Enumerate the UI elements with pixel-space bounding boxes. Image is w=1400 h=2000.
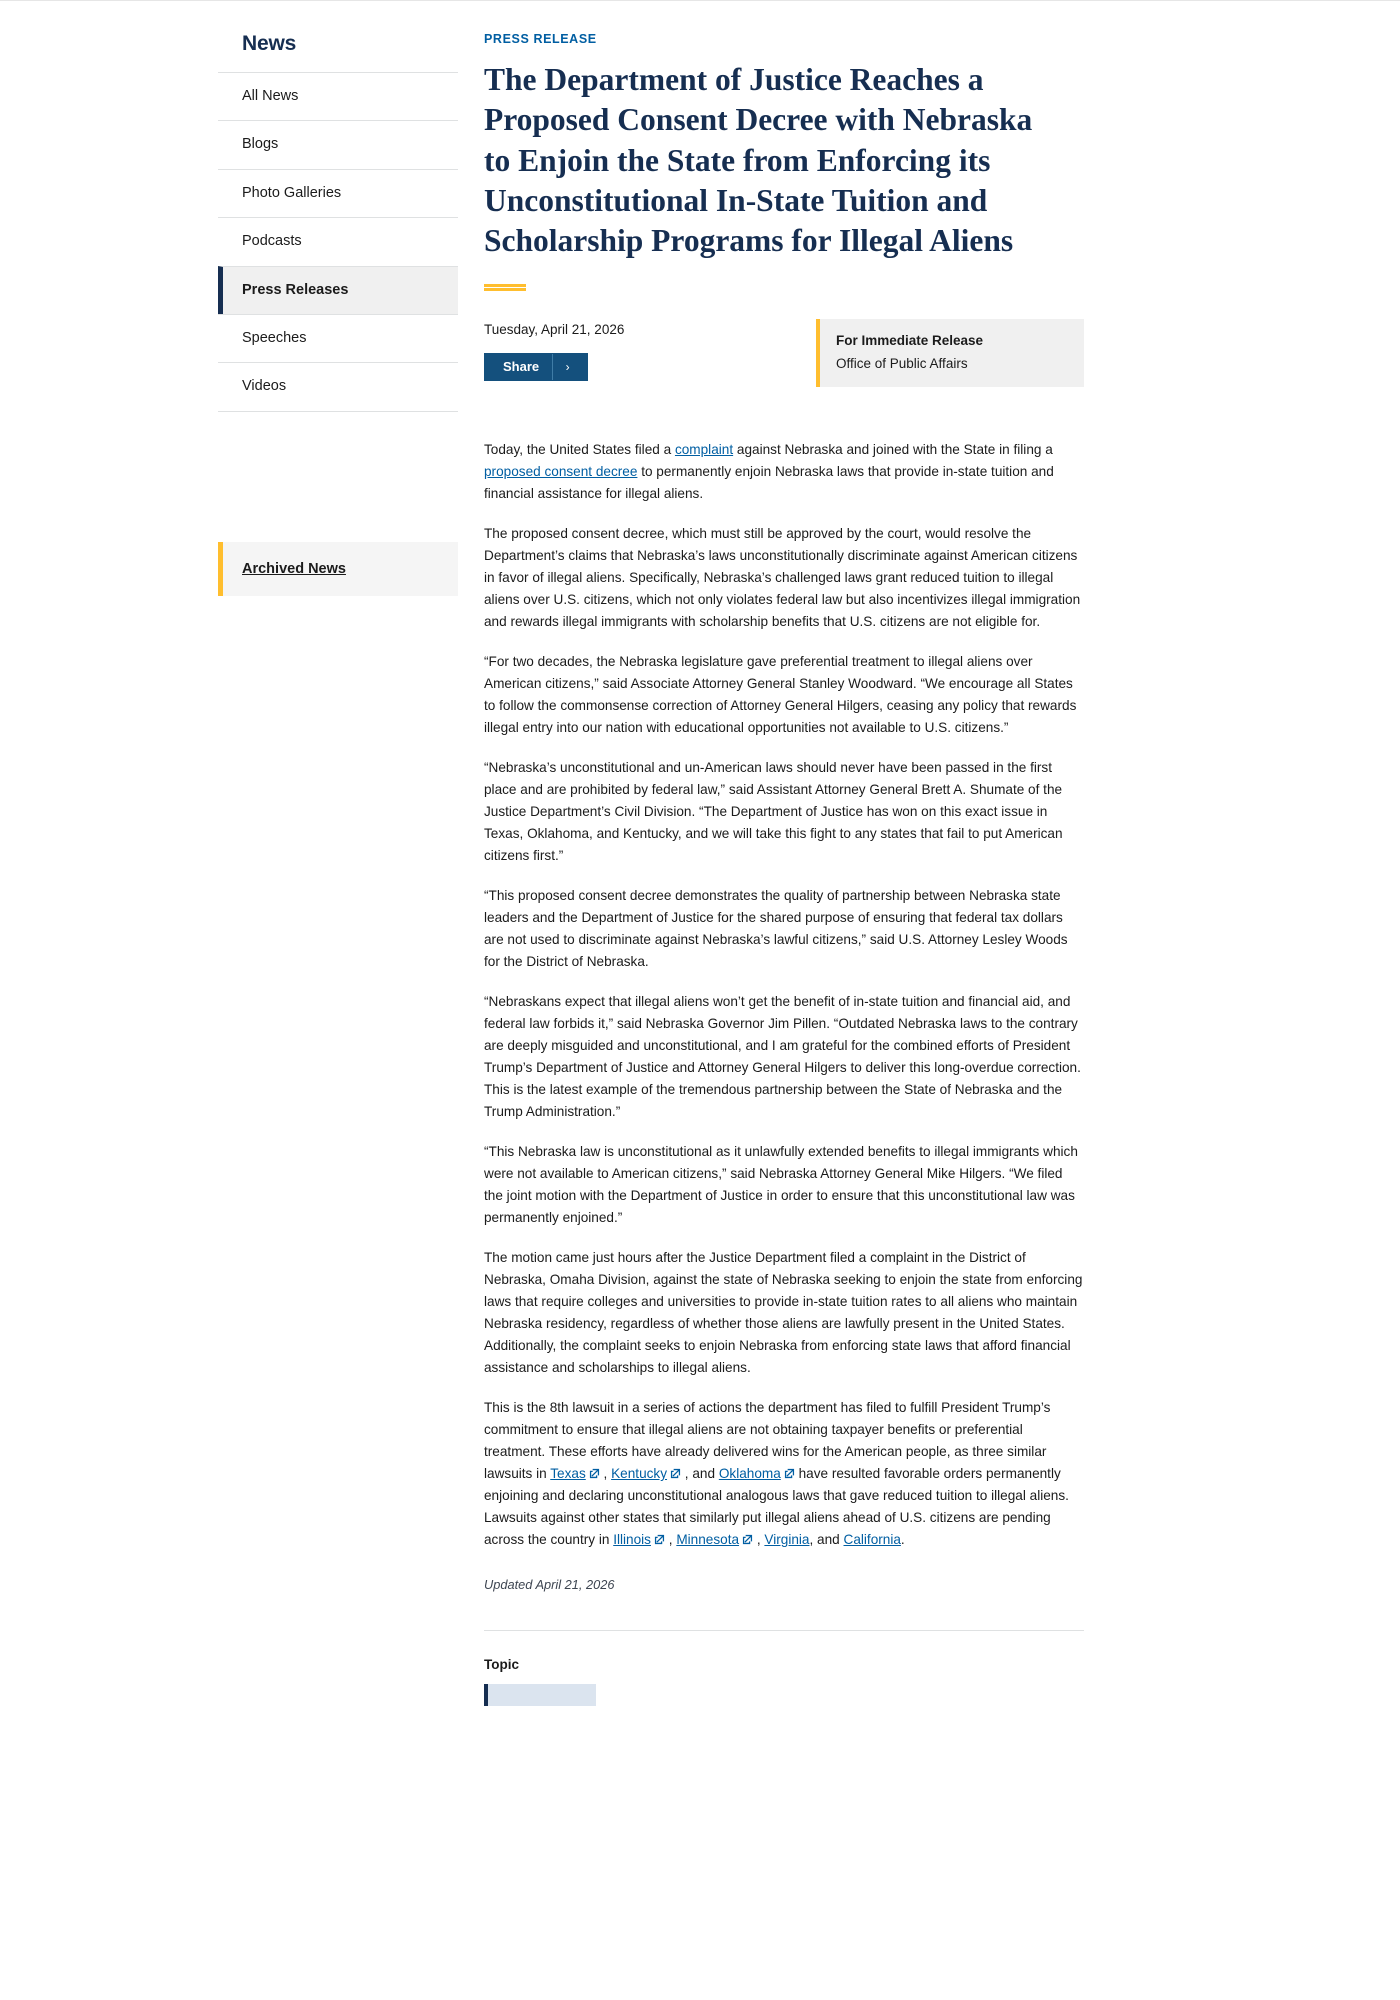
share-button[interactable]: [484, 353, 588, 381]
kentucky-link[interactable]: Kentucky: [611, 1466, 668, 1482]
sidebar-item-blogs[interactable]: [218, 120, 458, 168]
page-title: The Department of Justice Reaches a Proposed Consent Decree with Nebraska to Enjoin the State from Enforcing its Unconstitutional In-State Tuition and Scholarship Programs for Illegal Aliens: [484, 62, 1033, 259]
minnesota-link[interactable]: Minnesota: [676, 1532, 740, 1548]
title-accent-rule: [484, 284, 526, 291]
external-link-icon: [589, 1468, 600, 1479]
external-link-icon: [670, 1468, 681, 1479]
sidebar-link-photo-galleries[interactable]: Photo Galleries: [242, 184, 342, 201]
archived-news-callout[interactable]: [218, 542, 458, 596]
sidebar-link-podcasts[interactable]: Podcasts: [242, 233, 302, 250]
release-status: For Immediate Release: [836, 332, 984, 348]
virginia-link[interactable]: Virginia: [764, 1532, 810, 1548]
p9-text-b: ,: [599, 1466, 612, 1482]
p9-text-a: This is the 8th lawsuit in a series of actions the department has filed to fulfill President Trump’s commitment to ensure that illegal aliens are not obtaining taxpayer benefits or preferential treatment. These efforts have already delivered wins for the American people, as three similar lawsuits in: [484, 1400, 1051, 1482]
topic-heading: Topic: [484, 1657, 519, 1673]
sidebar-item-photo-galleries[interactable]: [218, 169, 458, 217]
paragraph-5: “This proposed consent decree demonstrates the quality of partnership between Nebraska state leaders and the Department of Justice for the shared purpose of ensuring that federal tax dollars are not used to discriminate against Nebraska’s lawful citizens,” said U.S. Attorney Lesley Woods for the District of Nebraska.: [484, 887, 1068, 969]
consent-decree-link[interactable]: proposed consent decree: [484, 463, 638, 479]
illinois-link[interactable]: Illinois: [613, 1532, 651, 1548]
article-meta-row: [484, 319, 1084, 387]
sidebar-item-all-news[interactable]: [218, 72, 458, 120]
sidebar-link-press-releases[interactable]: Press Releases: [242, 281, 349, 298]
paragraph-4: “Nebraska’s unconstitutional and un-American laws should never have been passed in the first place and are prohibited by federal law,” said Assistant Attorney General Brett A. Shumate of the Justice Department’s Civil Division. “The Department of Justice has won on this exact issue in Texas, Oklahoma, and Kentucky, and we will take this fight to any states that fail to put American citizens first.”: [484, 759, 1063, 863]
section-divider: [484, 1630, 1084, 1631]
p9-text-d: have resulted favorable orders permanently enjoining and declaring unconstitutional analogous laws that gave reduced tuition to illegal aliens. Lawsuits against other states that similarly put illegal aliens ahead of U.S. citizens are pending across the country in: [484, 1466, 1069, 1548]
external-link-icon: [742, 1534, 753, 1545]
news-sidebar: [218, 10, 458, 1711]
article-body: [484, 439, 1084, 1593]
archived-news-link[interactable]: Archived News: [242, 560, 346, 577]
paragraph-9: [484, 1397, 1084, 1551]
p1-text-c: to permanently enjoin Nebraska laws that provide in-state tuition and financial assistance for illegal aliens.: [484, 463, 1054, 501]
p9-text-f: ,: [753, 1532, 765, 1548]
release-info-box: [816, 319, 1084, 387]
article-meta-left: [484, 319, 624, 381]
sidebar-link-videos[interactable]: Videos: [242, 378, 287, 395]
article-main: [484, 10, 1084, 1711]
publish-date: Tuesday, April 21, 2026: [484, 321, 625, 337]
paragraph-8: The motion came just hours after the Justice Department filed a complaint in the District of Nebraska, Omaha Division, against the state of Nebraska seeking to enjoin the state from enforcing laws that require colleges and universities to provide in-state tuition rates to all aliens who maintain Nebraska residency, regardless of whether those aliens are lawfully present in the United States. Additionally, the complaint seeks to enjoin Nebraska from enforcing state laws that afford financial assistance and scholarships to illegal aliens.: [484, 1250, 1083, 1376]
updated-date: Updated April 21, 2026: [484, 1577, 615, 1593]
california-link[interactable]: California: [843, 1532, 901, 1548]
sidebar-item-press-releases[interactable]: [218, 266, 458, 314]
paragraph-2: The proposed consent decree, which must still be approved by the court, would resolve the Department’s claims that Nebraska’s laws unconstitutionally discriminate against American citizens in favor of illegal aliens. Specifically, Nebraska’s challenged laws grant reduced tuition to illegal aliens over U.S. citizens, which not only violates federal law but also incentivizes illegal immigration and rewards illegal immigrants with scholarship benefits that U.S. citizens are not eligible for.: [484, 525, 1081, 629]
sidebar-item-podcasts[interactable]: [218, 217, 458, 265]
paragraph-7: “This Nebraska law is unconstitutional as it unlawfully extended benefits to illegal immigrants which were not available to American citizens,” said Nebraska Attorney General Mike Hilgers. “We filed the joint motion with the Department of Justice in order to ensure that this unconstitutional law was permanently enjoined.”: [484, 1143, 1078, 1226]
top-divider: [0, 0, 1400, 1]
release-office: Office of Public Affairs: [836, 355, 968, 371]
sidebar-item-speeches[interactable]: [218, 314, 458, 362]
p1-text-b: against Nebraska and joined with the State in filing a: [733, 441, 1053, 457]
paragraph-3: “For two decades, the Nebraska legislature gave preferential treatment to illegal aliens over American citizens,” said Associate Attorney General Stanley Woodward. “We encourage all States to follow the commonsense correction of Attorney General Hilgers, ceasing any policy that rewards illegal entry into our nation with educational opportunities not available to U.S. citizens.”: [484, 653, 1077, 735]
p9-text-e: ,: [664, 1532, 677, 1548]
external-link-icon: [654, 1534, 665, 1545]
texas-link[interactable]: Texas: [550, 1466, 586, 1482]
paragraph-1: [484, 439, 1084, 505]
sidebar-link-all-news[interactable]: All News: [242, 88, 299, 104]
oklahoma-link[interactable]: Oklahoma: [718, 1466, 781, 1482]
chevron-right-icon: ›: [552, 354, 582, 380]
p9-text-c: , and: [681, 1466, 719, 1482]
paragraph-6: “Nebraskans expect that illegal aliens won’t get the benefit of in-state tuition and financial aid, and federal law forbids it,” said Nebraska Governor Jim Pillen. “Outdated Nebraska laws to the contrary are deeply misguided and unconstitutional, and I am grateful for the combined efforts of President Trump’s Department of Justice and Attorney General Hilgers to deliver this long-overdue correction. This is the latest example of the tremendous partnership between the State of Nebraska and the Trump Administration.”: [484, 993, 1081, 1119]
sidebar-link-speeches[interactable]: Speeches: [242, 329, 307, 346]
p9-text-h: .: [900, 1532, 905, 1548]
p9-text-g: , and: [809, 1532, 844, 1548]
sidebar-item-videos[interactable]: [218, 362, 458, 411]
content-type-eyebrow: PRESS RELEASE: [484, 32, 597, 46]
complaint-link[interactable]: complaint: [674, 441, 734, 457]
external-link-icon: [784, 1468, 795, 1479]
sidebar-nav: [218, 72, 458, 412]
sidebar-title: News: [242, 32, 297, 55]
share-button-label: Share: [503, 359, 540, 375]
sidebar-link-blogs[interactable]: Blogs: [242, 136, 279, 153]
p1-text-a: Today, the United States filed a: [484, 441, 675, 457]
topic-tag[interactable]: [484, 1684, 596, 1706]
